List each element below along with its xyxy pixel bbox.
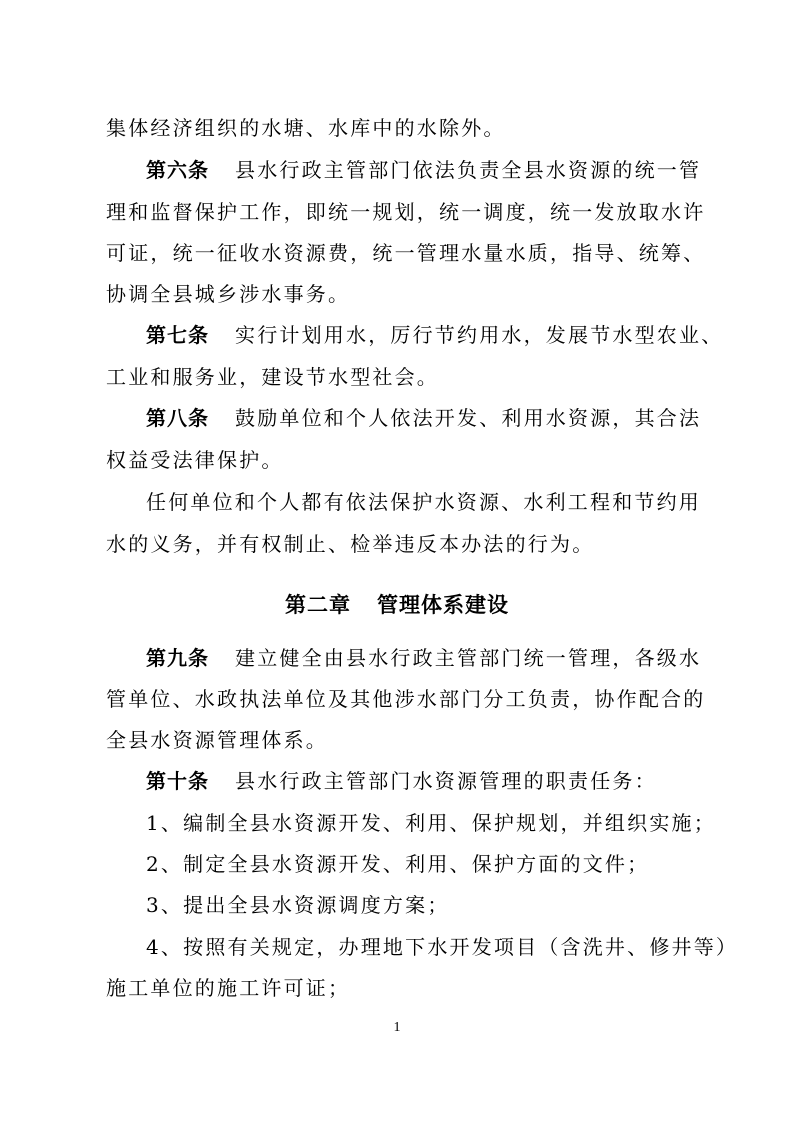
list-item: 2、制定全县水资源开发、利用、保护方面的文件； bbox=[146, 852, 650, 876]
paragraph-line: 施工单位的施工许可证； bbox=[106, 976, 351, 1000]
article-text: 县水行政主管部门水资源管理的职责任务： bbox=[235, 769, 657, 793]
article-6 bbox=[146, 157, 701, 183]
paragraph-line: 理和监督保护工作，即统一规划，统一调度，统一发放取水许 bbox=[106, 200, 706, 224]
article-label: 第十条 bbox=[146, 769, 209, 793]
article-10 bbox=[146, 768, 657, 794]
paragraph-line: 水的义务，并有权制止、检举违反本办法的行为。 bbox=[106, 532, 595, 556]
paragraph-line: 集体经济组织的水塘、水库中的水除外。 bbox=[106, 116, 506, 140]
paragraph-line: 工业和服务业，建设节水型社会。 bbox=[106, 365, 439, 389]
paragraph-line: 管单位、水政执法单位及其他涉水部门分工负责，协作配合的 bbox=[106, 687, 706, 711]
article-7 bbox=[146, 322, 723, 348]
paragraph-line: 全县水资源管理体系。 bbox=[106, 728, 328, 752]
article-text: 鼓励单位和个人依法开发、利用水资源，其合法 bbox=[235, 406, 702, 430]
list-item: 4、按照有关规定，办理地下水开发项目（含洗井、修井等） bbox=[146, 935, 739, 959]
paragraph-line: 可证，统一征收水资源费，统一管理水量水质，指导、统筹、 bbox=[106, 241, 706, 265]
paragraph-line: 权益受法律保护。 bbox=[106, 448, 284, 472]
article-label: 第七条 bbox=[146, 323, 209, 347]
article-text: 建立健全由县水行政主管部门统一管理，各级水 bbox=[235, 646, 702, 670]
article-text: 县水行政主管部门依法负责全县水资源的统一管 bbox=[235, 158, 702, 182]
chapter-title: 管理体系建设 bbox=[377, 593, 509, 617]
chapter-number: 第二章 bbox=[285, 593, 351, 617]
article-label: 第六条 bbox=[146, 158, 209, 182]
chapter-heading bbox=[0, 591, 794, 619]
article-label: 第九条 bbox=[146, 646, 209, 670]
article-8 bbox=[146, 405, 701, 431]
paragraph-line: 任何单位和个人都有依法保护水资源、水利工程和节约用 bbox=[146, 490, 701, 514]
list-item: 3、提出全县水资源调度方案； bbox=[146, 893, 450, 917]
article-text: 实行计划用水，厉行节约用水，发展节水型农业、 bbox=[235, 323, 724, 347]
article-label: 第八条 bbox=[146, 406, 209, 430]
paragraph-line: 协调全县城乡涉水事务。 bbox=[106, 282, 351, 306]
list-item: 1、编制全县水资源开发、利用、保护规划，并组织实施； bbox=[146, 811, 716, 835]
article-9 bbox=[146, 645, 701, 671]
page-number: 1 bbox=[393, 1020, 401, 1035]
